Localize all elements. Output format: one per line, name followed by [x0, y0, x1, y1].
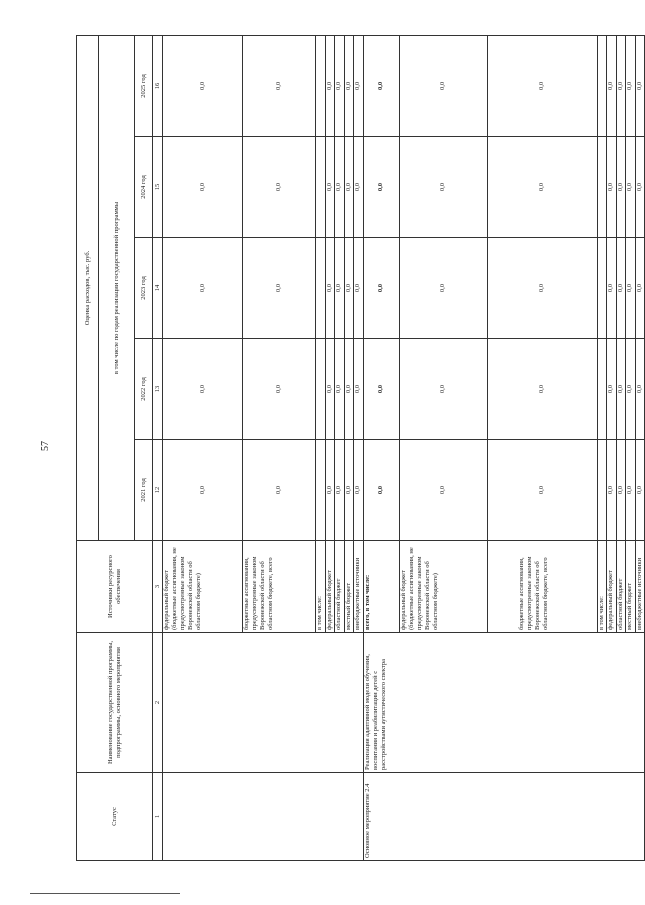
header-source: Источники ресурсного обеспечения: [77, 541, 153, 633]
value-cell: 0,0: [635, 137, 645, 238]
value-cell: 0,0: [363, 238, 399, 339]
value-cell: 0,0: [335, 137, 345, 238]
value-cell: 0,0: [363, 137, 399, 238]
value-cell: 0,0: [335, 35, 345, 136]
value-cell: 0,0: [354, 238, 364, 339]
value-cell: [597, 339, 607, 440]
value-cell: 0,0: [363, 440, 399, 541]
source-cell-total: всего, в том числе:: [363, 541, 399, 633]
value-cell: 0,0: [243, 35, 316, 136]
status-cell: Основное мероприятие 2.4: [363, 773, 645, 861]
value-cell: 0,0: [616, 137, 626, 238]
expenditure-table: [76, 35, 645, 861]
source-cell: бюджетные ассигнования, предусмотренные законом Воронежской области об областном бюджете, всего: [243, 541, 316, 633]
value-cell: 0,0: [344, 440, 354, 541]
value-cell: [316, 137, 326, 238]
value-cell: 0,0: [325, 339, 335, 440]
value-cell: 0,0: [344, 238, 354, 339]
source-cell: федеральный бюджет: [607, 541, 617, 633]
value-cell: 0,0: [163, 339, 243, 440]
table-body: [163, 35, 645, 860]
value-cell: [316, 35, 326, 136]
value-cell: 0,0: [487, 238, 597, 339]
header-estimate: Оценка расходов, тыс. руб.: [77, 35, 99, 540]
value-cell: [597, 137, 607, 238]
value-cell: 0,0: [626, 137, 636, 238]
source-cell: федеральный бюджет: [325, 541, 335, 633]
value-cell: 0,0: [354, 440, 364, 541]
value-cell: 0,0: [325, 35, 335, 136]
header-year: 2024 год: [135, 137, 153, 238]
source-cell: местный бюджет: [626, 541, 636, 633]
value-cell: 0,0: [635, 339, 645, 440]
source-cell: федеральный бюджет (бюджетные ассигнования, не предусмотренные законом Воронежской области об областном бюджете): [163, 541, 243, 633]
value-cell: 0,0: [616, 440, 626, 541]
value-cell: 0,0: [363, 339, 399, 440]
header-status: Статус: [77, 773, 153, 861]
column-number: 15: [153, 137, 163, 238]
value-cell: 0,0: [487, 35, 597, 136]
value-cell: 0,0: [399, 35, 487, 136]
header-year: 2021 год: [135, 440, 153, 541]
source-cell: внебюджетные источники: [354, 541, 364, 633]
header-by-years: в том числе по годам реализации государственной программы: [99, 35, 135, 540]
value-cell: 0,0: [635, 238, 645, 339]
value-cell: 0,0: [607, 440, 617, 541]
value-cell: 0,0: [335, 339, 345, 440]
value-cell: 0,0: [325, 137, 335, 238]
header-name: Наименование государственной программы, подпрограммы, основного мероприятия: [77, 633, 153, 773]
value-cell: 0,0: [616, 35, 626, 136]
value-cell: [316, 339, 326, 440]
source-cell: федеральный бюджет (бюджетные ассигнования, не предусмотренные законом Воронежской области об областном бюджете): [399, 541, 487, 633]
value-cell: 0,0: [163, 35, 243, 136]
value-cell: 0,0: [243, 440, 316, 541]
footer-rule: [30, 893, 180, 894]
value-cell: 0,0: [163, 238, 243, 339]
source-cell: бюджетные ассигнования, предусмотренные законом Воронежской области об областном бюджете, всего: [487, 541, 597, 633]
name-cell: Реализация адаптивной модели обучения, воспитания и реабилитации детей с расстройствами аутистического спектра: [363, 633, 645, 773]
value-cell: 0,0: [344, 35, 354, 136]
value-cell: 0,0: [626, 339, 636, 440]
value-cell: 0,0: [487, 339, 597, 440]
value-cell: 0,0: [354, 137, 364, 238]
column-number: 12: [153, 440, 163, 541]
value-cell: 0,0: [635, 35, 645, 136]
name-cell-empty: [163, 633, 364, 773]
value-cell: 0,0: [344, 339, 354, 440]
source-cell: местный бюджет: [344, 541, 354, 633]
value-cell: 0,0: [163, 137, 243, 238]
value-cell: 0,0: [354, 35, 364, 136]
value-cell: [597, 440, 607, 541]
value-cell: 0,0: [243, 238, 316, 339]
rotated-table-area: [76, 36, 643, 861]
column-number: 13: [153, 339, 163, 440]
value-cell: 0,0: [607, 339, 617, 440]
header-year: 2023 год: [135, 238, 153, 339]
value-cell: 0,0: [325, 440, 335, 541]
value-cell: 0,0: [616, 238, 626, 339]
value-cell: 0,0: [344, 137, 354, 238]
value-cell: 0,0: [607, 238, 617, 339]
value-cell: 0,0: [487, 137, 597, 238]
value-cell: 0,0: [243, 137, 316, 238]
value-cell: 0,0: [635, 440, 645, 541]
value-cell: 0,0: [607, 137, 617, 238]
value-cell: 0,0: [607, 35, 617, 136]
source-cell: в том числе:: [316, 541, 326, 633]
table-header: [77, 35, 163, 860]
table-row: [363, 35, 399, 860]
value-cell: [597, 238, 607, 339]
header-year: 2025 год: [135, 35, 153, 136]
value-cell: [316, 440, 326, 541]
value-cell: 0,0: [399, 440, 487, 541]
value-cell: 0,0: [616, 339, 626, 440]
value-cell: 0,0: [626, 35, 636, 136]
value-cell: 0,0: [163, 440, 243, 541]
column-number: 2: [153, 633, 163, 773]
column-number: 16: [153, 35, 163, 136]
table-rotated-container: [76, 36, 643, 861]
value-cell: 0,0: [335, 440, 345, 541]
table-row: [163, 35, 243, 860]
value-cell: 0,0: [399, 339, 487, 440]
column-number: 1: [153, 773, 163, 861]
value-cell: [597, 35, 607, 136]
value-cell: 0,0: [626, 440, 636, 541]
column-number: 3: [153, 541, 163, 633]
column-number: 14: [153, 238, 163, 339]
source-cell: в том числе:: [597, 541, 607, 633]
value-cell: 0,0: [325, 238, 335, 339]
source-cell: внебюджетные источники: [635, 541, 645, 633]
source-cell: областной бюджет: [335, 541, 345, 633]
value-cell: 0,0: [399, 238, 487, 339]
source-cell: областной бюджет: [616, 541, 626, 633]
page-number: 57: [40, 441, 51, 451]
value-cell: 0,0: [243, 339, 316, 440]
value-cell: 0,0: [363, 35, 399, 136]
status-cell-empty: [163, 773, 364, 861]
value-cell: 0,0: [626, 238, 636, 339]
value-cell: 0,0: [487, 440, 597, 541]
value-cell: 0,0: [399, 137, 487, 238]
value-cell: 0,0: [354, 339, 364, 440]
header-year: 2022 год: [135, 339, 153, 440]
value-cell: [316, 238, 326, 339]
value-cell: 0,0: [335, 238, 345, 339]
